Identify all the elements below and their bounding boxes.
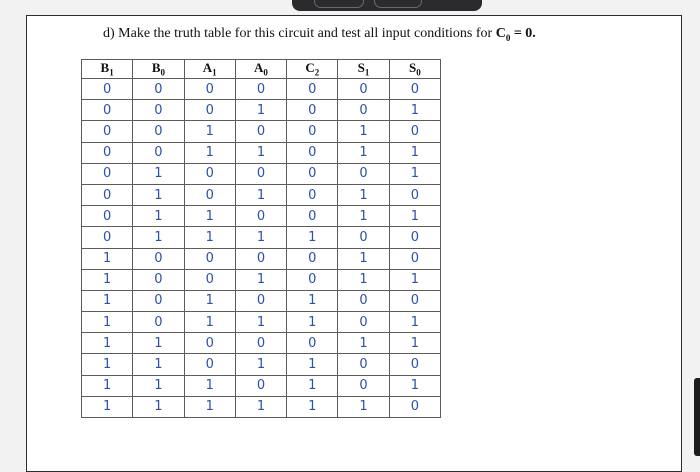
table-cell: 1 — [338, 396, 389, 417]
table-cell: 1 — [338, 121, 389, 142]
table-cell: 0 — [235, 79, 286, 100]
table-cell: 0 — [389, 227, 440, 248]
table-cell: 0 — [82, 206, 133, 227]
table-cell: 0 — [82, 163, 133, 184]
table-row — [82, 333, 441, 354]
table-cell: 0 — [389, 79, 440, 100]
table-cell: 1 — [287, 354, 338, 375]
table-cell: 1 — [389, 375, 440, 396]
table-cell: 1 — [235, 100, 286, 121]
table-cell: 1 — [184, 396, 235, 417]
table-cell: 0 — [389, 248, 440, 269]
table-cell: 0 — [235, 333, 286, 354]
column-header-b0: $B_0$ — [133, 60, 184, 79]
table-cell: 1 — [235, 312, 286, 333]
table-cell: 0 — [287, 333, 338, 354]
table-cell: 1 — [184, 142, 235, 163]
table-cell: 0 — [287, 79, 338, 100]
table-cell: 1 — [389, 312, 440, 333]
table-cell: 1 — [133, 375, 184, 396]
table-cell: 1 — [389, 333, 440, 354]
table-cell: 0 — [287, 121, 338, 142]
table-cell: 1 — [82, 333, 133, 354]
table-cell: 0 — [82, 79, 133, 100]
table-cell: 0 — [133, 142, 184, 163]
table-cell: 0 — [184, 248, 235, 269]
table-cell: 1 — [389, 100, 440, 121]
table-cell: 0 — [82, 121, 133, 142]
table-cell: 1 — [184, 312, 235, 333]
table-row — [82, 396, 441, 417]
table-cell: 1 — [82, 290, 133, 311]
question-text — [103, 26, 623, 43]
table-cell: 1 — [82, 396, 133, 417]
table-cell: 0 — [338, 227, 389, 248]
table-cell: 1 — [184, 375, 235, 396]
table-cell: 1 — [184, 290, 235, 311]
table-row — [82, 79, 441, 100]
table-cell: 1 — [82, 269, 133, 290]
table-cell: 1 — [338, 206, 389, 227]
truth-table-header-row — [82, 60, 441, 79]
table-cell: 0 — [338, 100, 389, 121]
column-header-s0: $S_0$ — [389, 60, 440, 79]
table-cell: 1 — [235, 142, 286, 163]
table-cell: 0 — [133, 290, 184, 311]
table-cell: 0 — [184, 100, 235, 121]
table-cell: 0 — [338, 290, 389, 311]
table-cell: 1 — [287, 290, 338, 311]
table-cell: 1 — [338, 142, 389, 163]
table-cell: 0 — [235, 248, 286, 269]
table-cell: 0 — [133, 248, 184, 269]
table-row — [82, 227, 441, 248]
table-cell: 1 — [82, 248, 133, 269]
table-cell: 0 — [287, 184, 338, 205]
truth-table — [81, 59, 441, 418]
table-cell: 1 — [82, 312, 133, 333]
table-cell: 1 — [133, 227, 184, 248]
table-cell: 0 — [235, 163, 286, 184]
table-cell: 1 — [389, 142, 440, 163]
table-cell: 0 — [133, 312, 184, 333]
table-cell: 0 — [235, 206, 286, 227]
table-row — [82, 163, 441, 184]
table-cell: 1 — [133, 206, 184, 227]
table-cell: 0 — [287, 142, 338, 163]
table-cell: 1 — [338, 269, 389, 290]
table-cell: 0 — [235, 290, 286, 311]
table-cell: 1 — [133, 333, 184, 354]
table-cell: 0 — [82, 184, 133, 205]
table-cell: 1 — [389, 206, 440, 227]
table-row — [82, 354, 441, 375]
table-cell: 1 — [287, 375, 338, 396]
table-cell: 1 — [82, 375, 133, 396]
table-cell: 0 — [389, 290, 440, 311]
column-header-b1: $B_1$ — [82, 60, 133, 79]
table-cell: 1 — [184, 206, 235, 227]
table-cell: 0 — [287, 248, 338, 269]
table-cell: 1 — [184, 121, 235, 142]
question-symbol: $C_0$ — [495, 26, 511, 43]
table-cell: 0 — [82, 142, 133, 163]
table-cell: 0 — [389, 121, 440, 142]
table-row — [82, 248, 441, 269]
table-row — [82, 290, 441, 311]
table-cell: 0 — [82, 100, 133, 121]
table-cell: 0 — [184, 333, 235, 354]
table-cell: 0 — [184, 354, 235, 375]
table-cell: 1 — [235, 184, 286, 205]
table-cell: 0 — [235, 375, 286, 396]
table-cell: 1 — [287, 227, 338, 248]
column-header-s1: $S_1$ — [338, 60, 389, 79]
column-header-a0: $A_0$ — [235, 60, 286, 79]
table-cell: 0 — [184, 184, 235, 205]
table-cell: 1 — [287, 312, 338, 333]
question-condition: = 0. — [510, 26, 536, 41]
table-cell: 0 — [184, 79, 235, 100]
table-cell: 0 — [389, 354, 440, 375]
table-cell: 1 — [235, 396, 286, 417]
table-cell: 1 — [338, 248, 389, 269]
table-cell: 1 — [184, 227, 235, 248]
table-cell: 0 — [82, 227, 133, 248]
toolbar-button-left[interactable] — [314, 0, 364, 8]
table-cell: 0 — [287, 100, 338, 121]
table-cell: 0 — [133, 79, 184, 100]
table-cell: 1 — [133, 354, 184, 375]
table-cell: 0 — [389, 184, 440, 205]
table-row — [82, 206, 441, 227]
table-row — [82, 100, 441, 121]
table-cell: 0 — [287, 206, 338, 227]
table-row — [82, 121, 441, 142]
table-cell: 1 — [338, 184, 389, 205]
question-prefix: d) Make the truth table for this circuit and test all input conditions for — [103, 26, 496, 41]
table-cell: 0 — [235, 121, 286, 142]
table-cell: 0 — [184, 269, 235, 290]
table-cell: 1 — [235, 269, 286, 290]
toolbar-button-right[interactable] — [374, 0, 422, 8]
table-cell: 1 — [133, 163, 184, 184]
table-row — [82, 312, 441, 333]
column-header-c2: $C_2$ — [287, 60, 338, 79]
table-cell: 1 — [235, 354, 286, 375]
table-cell: 1 — [133, 396, 184, 417]
table-cell: 1 — [287, 396, 338, 417]
column-header-a1: $A_1$ — [184, 60, 235, 79]
table-cell: 0 — [133, 269, 184, 290]
table-cell: 1 — [82, 354, 133, 375]
table-cell: 1 — [389, 163, 440, 184]
device-edge — [694, 378, 700, 456]
table-cell: 1 — [389, 269, 440, 290]
table-row — [82, 184, 441, 205]
table-cell: 0 — [389, 396, 440, 417]
table-cell: 0 — [338, 312, 389, 333]
table-cell: 0 — [338, 354, 389, 375]
table-cell: 1 — [235, 227, 286, 248]
table-row — [82, 142, 441, 163]
table-cell: 0 — [133, 100, 184, 121]
table-row — [82, 375, 441, 396]
table-cell: 0 — [338, 375, 389, 396]
table-cell: 0 — [287, 269, 338, 290]
table-cell: 0 — [338, 163, 389, 184]
table-cell: 0 — [287, 163, 338, 184]
table-cell: 1 — [338, 333, 389, 354]
table-cell: 0 — [133, 121, 184, 142]
table-cell: 0 — [184, 163, 235, 184]
table-cell: 0 — [338, 79, 389, 100]
top-toolbar-bar — [292, 0, 482, 11]
table-cell: 1 — [133, 184, 184, 205]
table-row — [82, 269, 441, 290]
